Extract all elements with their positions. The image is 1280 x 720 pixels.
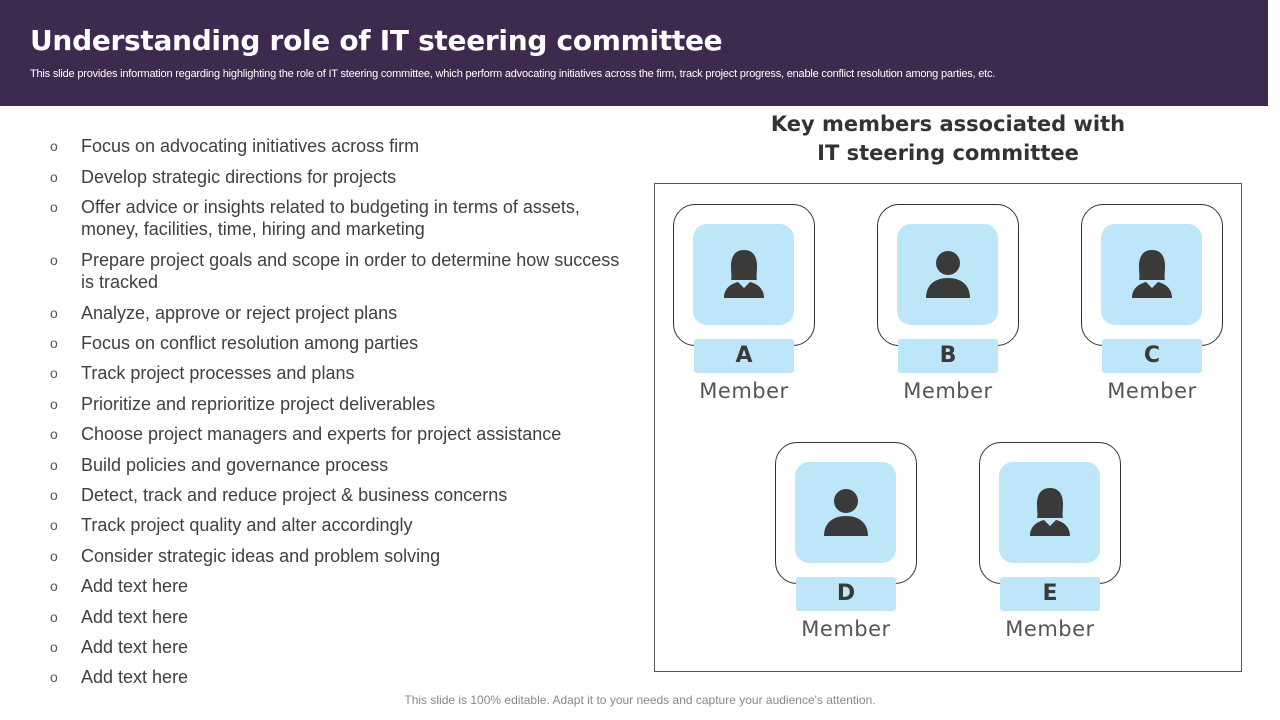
avatar [1101, 224, 1202, 325]
members-heading [740, 110, 1156, 168]
footer-note: This slide is 100% editable. Adapt it to your needs and capture your audience's attention. [404, 693, 876, 707]
role-text: Consider strategic ideas and problem solving [81, 546, 441, 566]
bullet-icon: o [50, 305, 58, 321]
role-text: Focus on advocating initiatives across firm [81, 136, 420, 156]
avatar [999, 462, 1100, 563]
female-user-icon [1024, 484, 1076, 540]
bullet-icon: o [50, 487, 58, 503]
role-text: Build policies and governance process [81, 455, 389, 475]
role-text: Choose project managers and experts for project assistance [81, 424, 562, 444]
member-role: Member [1107, 379, 1197, 403]
page-subtitle: This slide provides information regarding highlighting the role of IT steering committee, which perform advocating initiatives across the firm, track project progress, enable conflict resolution among parties, etc. [30, 68, 996, 80]
bullet-icon: o [50, 365, 58, 381]
bullet-icon: o [50, 457, 58, 473]
member-letter: D [796, 577, 896, 611]
female-user-icon [1126, 246, 1178, 302]
bullet-icon: o [50, 578, 58, 594]
member-role: Member [903, 379, 993, 403]
member-role: Member [1005, 617, 1095, 641]
bullet-icon: o [50, 396, 58, 412]
member-role: Member [801, 617, 891, 641]
bullet-icon: o [50, 199, 58, 215]
female-user-icon [718, 246, 770, 302]
bullet-icon: o [50, 548, 58, 564]
bullet-icon: o [50, 335, 58, 351]
bullet-icon: o [50, 609, 58, 625]
avatar [693, 224, 794, 325]
user-icon [922, 246, 974, 302]
role-text: Add text here [81, 667, 189, 687]
role-text: Detect, track and reduce project & business concerns [81, 485, 508, 505]
member-role: Member [699, 379, 789, 403]
role-text: Focus on conflict resolution among parties [81, 333, 419, 353]
role-text: Offer advice or insights related to budgeting in terms of assets, money, facilities, time, hiring and marketing [81, 197, 580, 239]
member-letter: C [1102, 339, 1202, 373]
page-title: Understanding role of IT steering committee [30, 24, 723, 57]
member-letter: B [898, 339, 998, 373]
role-text: Add text here [81, 576, 189, 596]
role-text: Add text here [81, 607, 189, 627]
member-letter: E [1000, 577, 1100, 611]
member-letter: A [694, 339, 794, 373]
bullet-icon: o [50, 669, 58, 685]
role-text: Prepare project goals and scope in order to determine how success is tracked [81, 250, 620, 292]
header-banner [0, 0, 1268, 106]
members-heading-line1: Key members associated with [770, 112, 1126, 136]
bullet-icon: o [50, 639, 58, 655]
role-text: Prioritize and reprioritize project deliverables [81, 394, 436, 414]
avatar [795, 462, 896, 563]
role-text: Track project quality and alter accordingly [81, 515, 413, 535]
user-icon [820, 484, 872, 540]
members-heading-line2: IT steering committee [817, 141, 1079, 165]
avatar [897, 224, 998, 325]
role-text: Add text here [81, 637, 189, 657]
role-text: Develop strategic directions for projects [81, 167, 397, 187]
role-text: Analyze, approve or reject project plans [81, 303, 398, 323]
bullet-icon: o [50, 517, 58, 533]
bullet-icon: o [50, 169, 58, 185]
bullet-icon: o [50, 252, 58, 268]
bullet-icon: o [50, 138, 58, 154]
members-panel [654, 183, 1242, 672]
bullet-icon: o [50, 426, 58, 442]
role-text: Track project processes and plans [81, 363, 355, 383]
